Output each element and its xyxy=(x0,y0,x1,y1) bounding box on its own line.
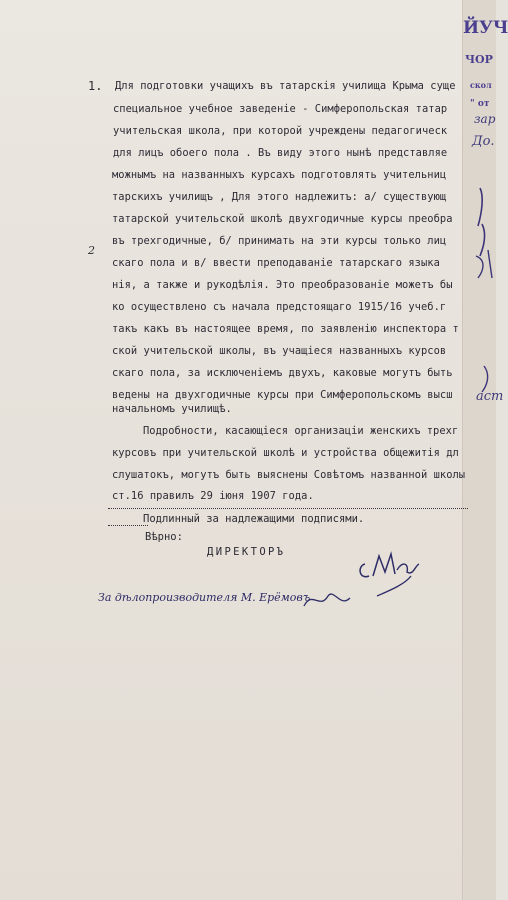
text-line: начальномъ училищѣ. xyxy=(112,403,232,415)
text-line: для лицъ обоего пола . Въ виду этого нынѣ представляе xyxy=(113,147,448,159)
text-line: учительская школа, при которой учреждены педагогическ xyxy=(113,125,448,137)
text-line: скаго пола и в/ ввести преподаваніе татарскаго языка xyxy=(112,257,440,269)
margin-note-3: аст xyxy=(476,389,504,404)
text-line: въ трехгодичные, б/ принимать на эти курсы только лиц xyxy=(112,235,447,247)
handwritten-signature-flourish xyxy=(300,586,360,616)
text-line: можнымъ на названныхъ курсахъ подготовлять учительниц xyxy=(112,169,447,181)
director-signature xyxy=(355,550,435,600)
text-line: нія, а также и рукодѣлія. Это преобразованіе можетъ бы xyxy=(112,279,453,291)
stamp-fragment-1: ЙУЧ xyxy=(463,18,508,38)
dotted-rule-short xyxy=(108,525,148,526)
text-line: татарской учительской школѣ двухгодичные курсы преобра xyxy=(112,213,453,225)
stamp-fragment-2: ЧОР xyxy=(465,53,493,66)
dotted-rule xyxy=(108,508,468,509)
handwritten-note: За дѣлопроизводителя М. Ерёмовъ xyxy=(98,591,311,604)
text-line: ской учительской школы, въ учащіеся названныхъ курсов xyxy=(112,345,447,357)
verno-label: Вѣрно: xyxy=(145,531,183,543)
stamp-fragment-4: " от xyxy=(470,99,490,109)
text-line: специальное учебное заведеніе - Симферопольская татар xyxy=(113,103,448,115)
attestation-line: Подлинный за надлежащими подписями. xyxy=(143,513,365,525)
item-number: 1. xyxy=(88,79,103,93)
text-line: тарскихъ училищъ , Для этого надлежитъ: а/ существующ xyxy=(112,191,447,203)
stamp-fragment-3: скол xyxy=(470,80,492,90)
text-line: такъ какъ въ настоящее время, по заявленію инспектора т xyxy=(112,323,459,335)
text-line: скаго пола, за исключеніемъ двухъ, каковые могутъ быть xyxy=(112,367,453,379)
margin-ink-strokes xyxy=(462,160,495,400)
text-line: ко осуществлено съ начала предстоящаго 1915/16 учеб.г xyxy=(112,301,447,313)
text-line: курсовъ при учительской школѣ и устройства общежитія дл xyxy=(112,447,459,459)
director-title: ДИРЕКТОРЪ xyxy=(207,546,286,558)
text-line: ведены на двухгодичные курсы при Симферопольскомъ высш xyxy=(112,389,453,401)
margin-note-2: До. xyxy=(472,134,495,149)
text-line: ст.16 правилъ 29 іюня 1907 года. xyxy=(112,490,314,502)
text-line: слушатокъ, могутъ быть выяснены Совѣтомъ названной школы xyxy=(112,469,466,481)
text-line: Для подготовки учащихъ въ татарскія училища Крыма суще xyxy=(115,80,456,92)
margin-note-1: зар xyxy=(474,112,496,126)
text-line: Подробности, касающіеся организаціи женскихъ трехг xyxy=(143,425,459,437)
margin-number: 2 xyxy=(88,244,95,257)
